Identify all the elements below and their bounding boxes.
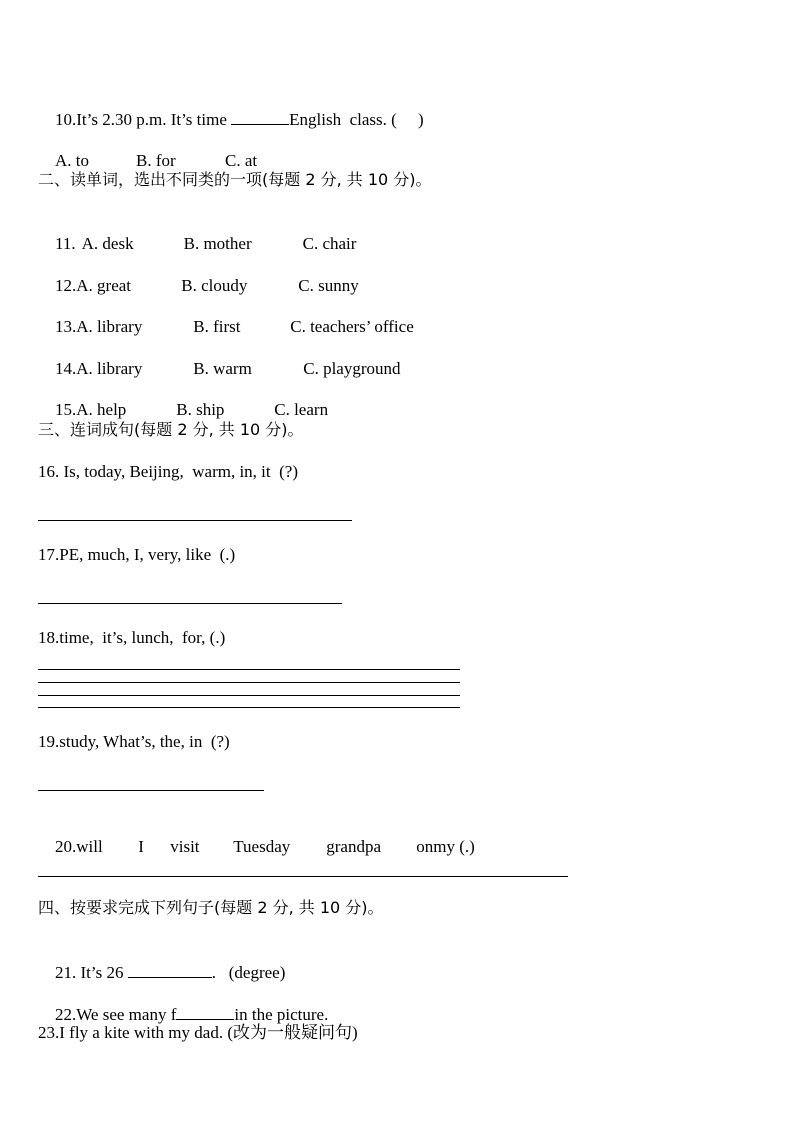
section-3-heading: 三、连词成句(每题 2 分, 共 10 分)。 <box>38 420 304 439</box>
answer-blank[interactable] <box>231 108 289 125</box>
option-b: B. first <box>193 317 241 336</box>
answer-blank[interactable] <box>176 1003 234 1020</box>
option-c: C. chair <box>302 234 357 253</box>
question-text-end: in the picture. <box>234 1005 329 1024</box>
option-a: A. to <box>55 151 89 170</box>
option-a: A. great <box>76 276 132 295</box>
question-number: 10. <box>55 110 77 129</box>
question-number: 15. <box>55 400 77 419</box>
option-a: A. help <box>76 400 127 419</box>
answer-line-19[interactable] <box>38 790 264 791</box>
question-number: 13. <box>55 317 77 336</box>
option-b: B. for <box>136 151 176 170</box>
option-a: A. library <box>76 317 143 336</box>
section-2-heading: 二、读单词，选出不同类的一项(每题 2 分, 共 10 分)。 <box>38 170 432 189</box>
option-b: B. warm <box>193 359 252 378</box>
question-text: 21. It’s 26 <box>55 963 124 982</box>
answer-line-16[interactable] <box>38 520 352 521</box>
word: Tuesday <box>233 837 291 856</box>
question-19: 19.study, What’s, the, in (?) <box>38 732 230 751</box>
question-text: 22.We see many f <box>55 1005 177 1024</box>
option-a: A. library <box>76 359 143 378</box>
question-number: 12. <box>55 276 77 295</box>
question-number: 20. <box>55 837 77 856</box>
question-18: 18.time, it’s, lunch, for, (.) <box>38 628 226 647</box>
option-a: A. desk <box>81 234 134 253</box>
option-c: C. sunny <box>298 276 359 295</box>
question-number: 11. <box>55 234 76 253</box>
question-text: It’s 2.30 p.m. It’s time <box>76 110 227 129</box>
answer-line-18a[interactable] <box>38 669 460 670</box>
word: I <box>138 837 144 856</box>
option-b: B. ship <box>176 400 225 419</box>
answer-line-18c[interactable] <box>38 695 460 696</box>
answer-line-20[interactable] <box>38 876 568 877</box>
question-23: 23.I fly a kite with my dad. (改为一般疑问句) <box>38 1023 358 1042</box>
option-c: C. teachers’ office <box>290 317 414 336</box>
question-number: 14. <box>55 359 77 378</box>
word: grandpa <box>326 837 382 856</box>
section-4-heading: 四、按要求完成下列句子(每题 2 分, 共 10 分)。 <box>38 898 384 917</box>
question-16: 16. Is, today, Beijing, warm, in, it (?) <box>38 462 298 481</box>
question-20 <box>38 814 475 880</box>
option-c: C. learn <box>274 400 329 419</box>
question-text-end: . (degree) <box>211 963 286 982</box>
option-c: C. playground <box>303 359 401 378</box>
question-17: 17.PE, much, I, very, like (.) <box>38 545 236 564</box>
answer-line-18d[interactable] <box>38 707 460 708</box>
option-c: C. at <box>225 151 258 170</box>
answer-line-17[interactable] <box>38 603 342 604</box>
word: visit <box>170 837 200 856</box>
word: onmy (.) <box>416 837 475 856</box>
answer-blank[interactable] <box>128 961 212 978</box>
option-b: B. mother <box>183 234 252 253</box>
word: will <box>76 837 103 856</box>
option-b: B. cloudy <box>181 276 248 295</box>
answer-line-18b[interactable] <box>38 682 460 683</box>
question-text-end: English class. ( ) <box>289 110 424 129</box>
